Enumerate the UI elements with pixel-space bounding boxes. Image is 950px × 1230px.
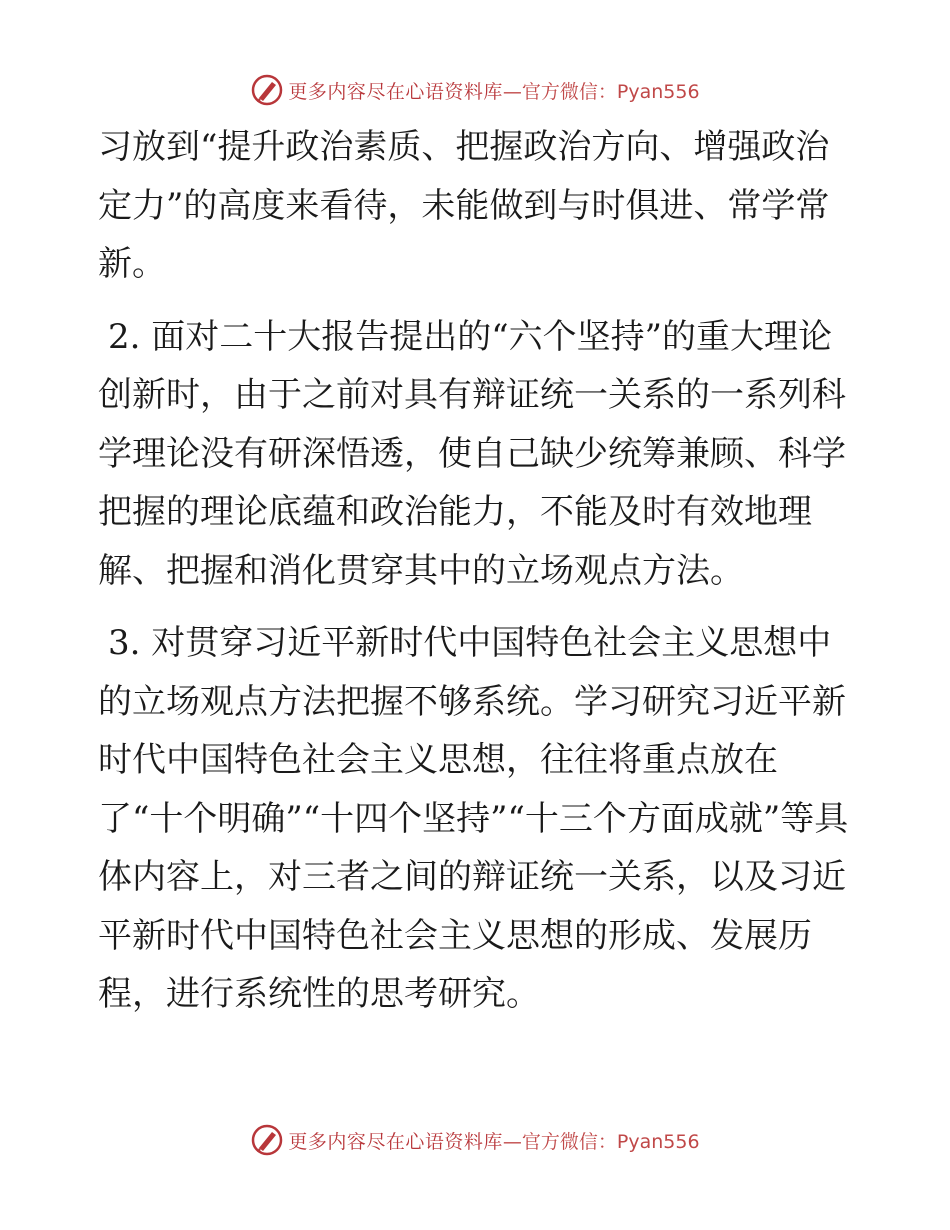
pen-logo-icon <box>250 73 284 107</box>
watermark-main-text: 更多内容尽在心语资料库 <box>288 1130 503 1153</box>
paragraph-item-2: 2. 面对二十大报告提出的“六个坚持”的重大理论创新时，由于之前对具有辩证统一关系的一系列科学理论没有研深悟透，使自己缺少统筹兼顾、科学把握的理论底蕴和政治能力，不能及时有效地理解、把握和消化贯穿其中的立场观点方法。 <box>98 316 846 591</box>
paragraph-continued: 习放到“提升政治素质、把握政治方向、增强政治定力”的高度来看待，未能做到与时俱进、常学常新。 <box>98 127 830 284</box>
watermark-wechat-text: —官方微信：Pyan556 <box>502 80 700 103</box>
footer-watermark <box>0 1120 950 1160</box>
watermark-main-text: 更多内容尽在心语资料库 <box>288 80 503 103</box>
document-body <box>98 118 850 1024</box>
watermark-banner <box>250 73 699 107</box>
watermark-banner <box>250 1123 699 1157</box>
paragraph-item-3: 3. 对贯穿习近平新时代中国特色社会主义思想中的立场观点方法把握不够系统。学习研究习近平新时代中国特色社会主义思想，往往将重点放在了“十个明确”“十四个坚持”“十三个方面成就”等具体内容上，对三者之间的辩证统一关系，以及习近平新时代中国特色社会主义思想的形成、发展历程，进行系统性的思考研究。 <box>98 623 849 1014</box>
header-watermark <box>0 70 950 110</box>
pen-logo-icon <box>250 1123 284 1157</box>
watermark-wechat-text: —官方微信：Pyan556 <box>502 1130 700 1153</box>
